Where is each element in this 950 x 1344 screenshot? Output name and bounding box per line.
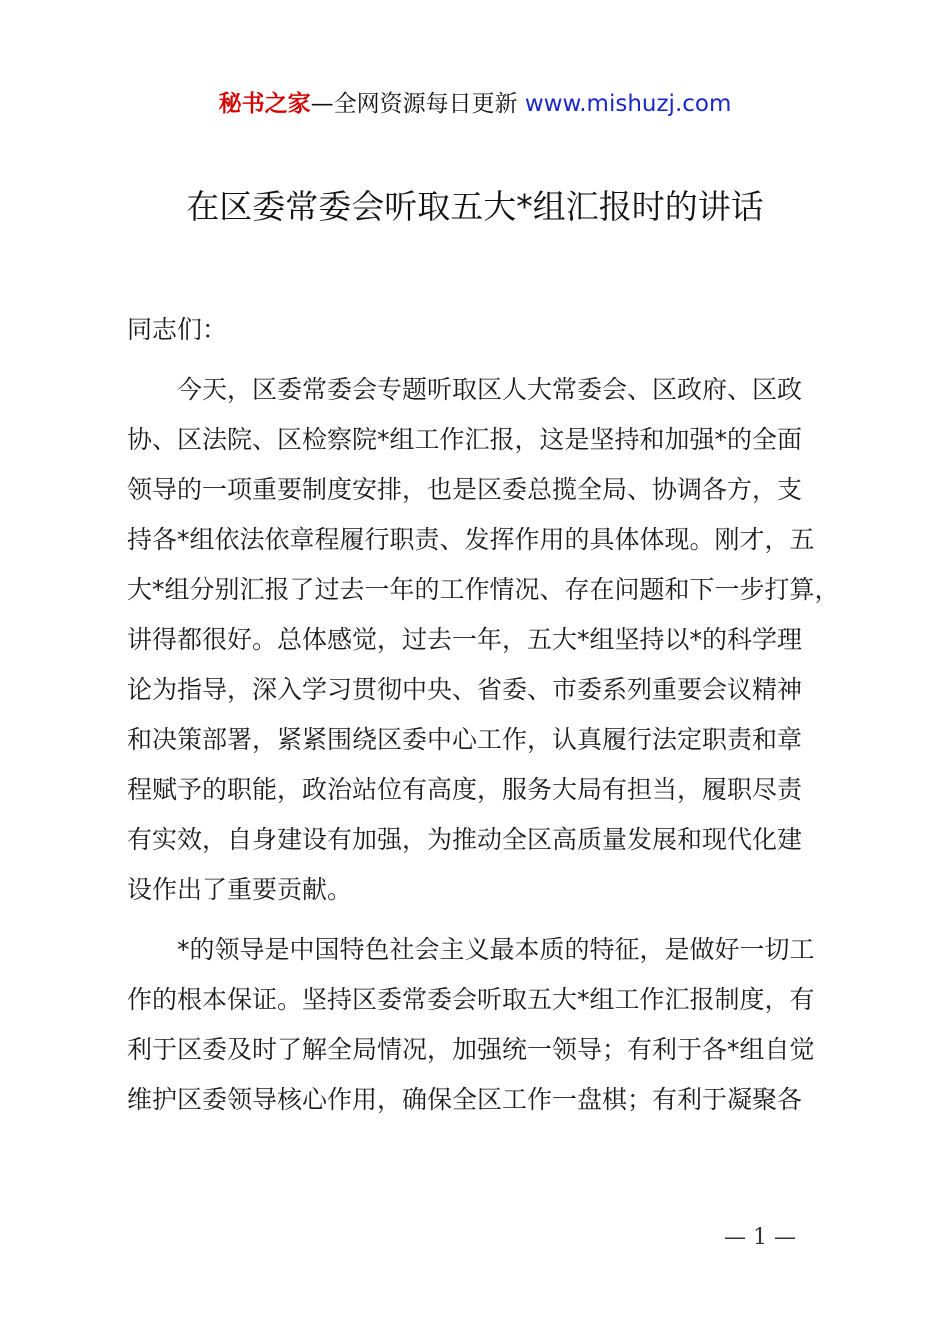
paragraph-line: 持各*组依法依章程履行职责、发挥作用的具体体现。刚才，五 <box>127 525 815 554</box>
paragraph-line: 讲得都很好。总体感觉，过去一年，五大*组坚持以*的科学理 <box>127 625 803 654</box>
document-title: 在区委常委会听取五大*组汇报时的讲话 <box>186 187 764 226</box>
site-url-link[interactable]: www.mishuzj.com <box>524 91 732 117</box>
paragraph-line: 作的根本保证。坚持区委常委会听取五大*组工作汇报制度，有 <box>127 985 815 1014</box>
paragraph-line: 维护区委领导核心作用，确保全区工作一盘棋；有利于凝聚各 <box>127 1085 803 1114</box>
paragraph-line: 利于区委及时了解全局情况，加强统一领导；有利于各*组自觉 <box>127 1035 815 1064</box>
site-header <box>0 86 950 122</box>
paragraph-2 <box>127 925 827 1125</box>
paragraph-line: *的领导是中国特色社会主义最本质的特征，是做好一切工 <box>127 935 815 964</box>
paragraph-line: 程赋予的职能，政治站位有高度，服务大局有担当，履职尽责 <box>127 775 803 804</box>
paragraph-line: 大*组分别汇报了过去一年的工作情况、存在问题和下一步打算， <box>127 575 840 604</box>
paragraph-line: 和决策部署，紧紧围绕区委中心工作，认真履行法定职责和章 <box>127 725 803 754</box>
paragraph-line: 设作出了重要贡献。 <box>127 875 353 904</box>
salutation: 同志们： <box>127 315 228 344</box>
paragraph-1 <box>127 365 840 915</box>
page-number: — 1 — <box>724 1225 796 1250</box>
document-body <box>127 305 840 1125</box>
paragraph-line: 领导的一项重要制度安排，也是区委总揽全局、协调各方，支 <box>127 475 803 504</box>
paragraph-line: 论为指导，深入学习贯彻中央、省委、市委系列重要会议精神 <box>127 675 803 704</box>
brand-name: 秘书之家 <box>218 91 311 117</box>
paragraph-line: 协、区法院、区检察院*组工作汇报，这是坚持和加强*的全面 <box>127 425 803 454</box>
paragraph-line: 今天，区委常委会专题听取区人大常委会、区政府、区政 <box>127 375 803 404</box>
header-tagline: —全网资源每日更新 <box>310 91 525 117</box>
paragraph-line: 有实效，自身建设有加强，为推动全区高质量发展和现代化建 <box>127 825 803 854</box>
